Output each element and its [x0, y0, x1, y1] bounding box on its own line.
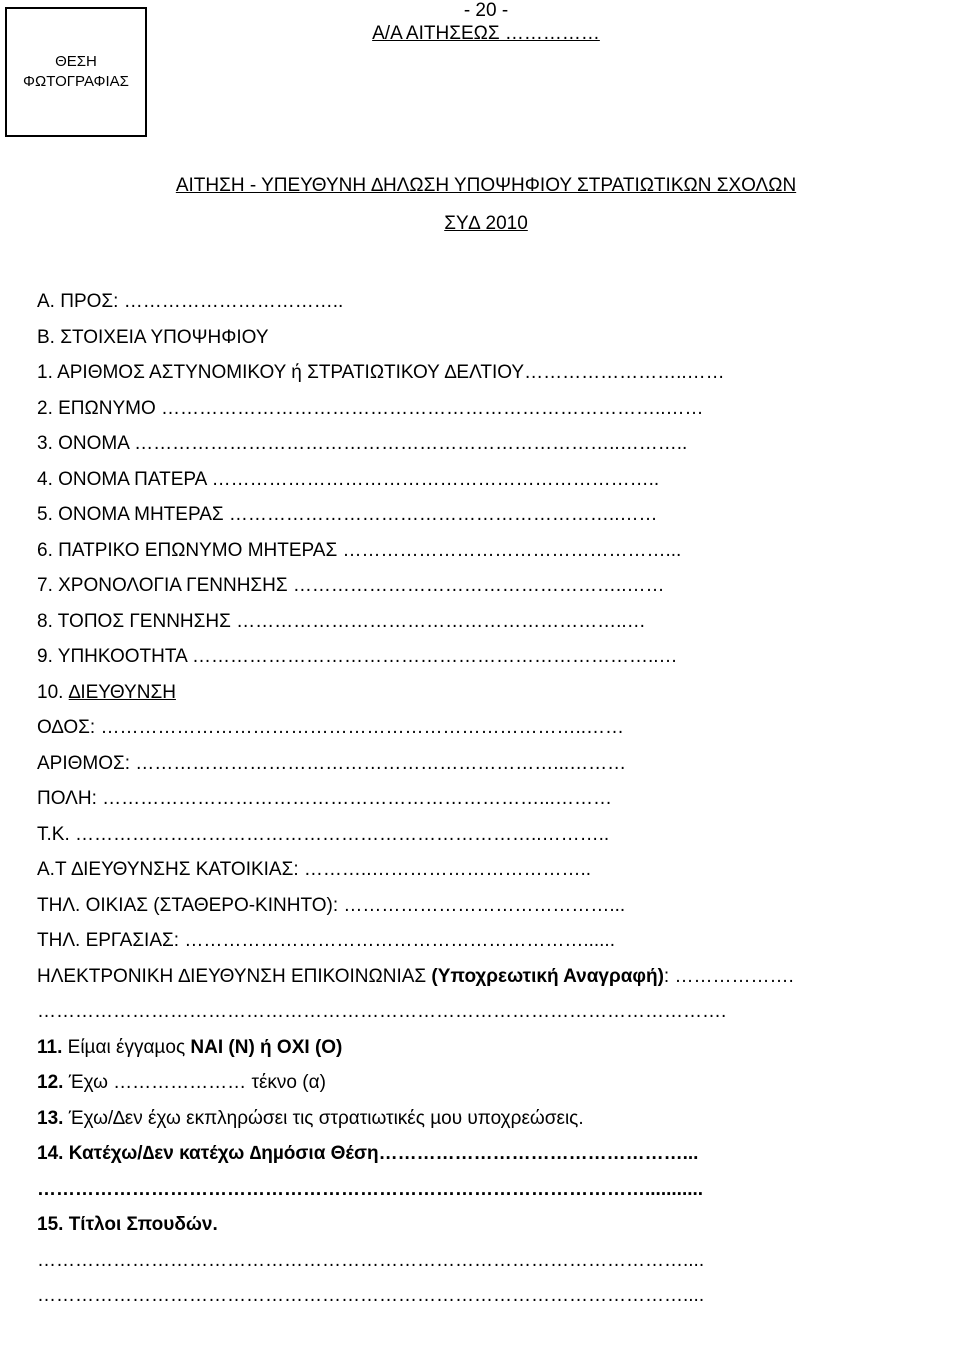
field-id-card-number[interactable]: 1. ΑΡΙΘΜΟΣ ΑΣΤΥΝΟΜΙΚΟΥ ή ΣΤΡΑΤΙΩΤΙΚΟΥ ∆ΕΛΤΙΟΥ……………………..…… [37, 362, 725, 383]
field-name[interactable]: 3. ΟΝΟΜΑ …………………………………………………………………..……….. [37, 433, 688, 454]
address-heading-label: ∆ΙΕΥΘΥΝΣΗ [68, 681, 176, 703]
application-number: Α/Α ΑΙΤΗΣΕΩΣ …………… [372, 23, 600, 44]
married-options: ΝΑΙ (Ν) ή ΟΧΙ (Ο) [190, 1036, 343, 1058]
field-father-name[interactable]: 4. ΟΝΟΜΑ ΠΑΤΕΡΑ …………………………………………………………….. [37, 468, 660, 490]
military-number: 13. [37, 1107, 64, 1129]
application-form [37, 284, 957, 1314]
field-surname[interactable]: 2. ΕΠΩΝΥΜΟ ……………………………………………………………………..…… [37, 397, 704, 419]
field-postal-code[interactable]: Τ.Κ. ………………………………………………………………..……….. [37, 823, 610, 845]
document-title: ΑΙΤΗΣΗ - ΥΠΕΥΘΥΝΗ ∆ΗΛΩΣΗ ΥΠΟΨΗΦΙΟΥ ΣΤΡΑΤΙΩΤΙΚΩΝ ΣΧΟΛΩΝ [175, 175, 797, 196]
field-birth-date[interactable]: 7. ΧΡΟΝΟΛΟΓΙΑ ΓΕΝΝΗΣΗΣ ……………………………………………..…… [37, 575, 665, 596]
field-home-phone[interactable]: ΤΗΛ. ΟΙΚΙΑΣ (ΣΤΑΘΕΡΟ-ΚΙΝΗΤΟ): ……………………………………... [37, 894, 626, 916]
field-email[interactable] [37, 959, 957, 995]
field-citizenship[interactable]: 9. ΥΠΗΚΟΟΤΗΤΑ ………………………………………………………………..… [37, 646, 678, 667]
field-education-continuation-2[interactable]: ………………………………………………………………………………………….... [37, 1285, 705, 1306]
address-heading-number: 10. [37, 681, 69, 703]
field-education-continuation-1[interactable]: ………………………………………………………………………………………….... [37, 1249, 705, 1271]
page-number: - 20 - [463, 0, 509, 21]
field-street-number[interactable]: ΑΡΙΘΜΟΣ: …………………………………………………………...……… [37, 752, 627, 774]
children-text: Έχω ………………… τέκνο (α) [63, 1072, 326, 1093]
email-label: ΗΛΕΚΤΡΟΝΙΚΗ ∆ΙΕΥΘΥΝΣΗ ΕΠΙΚΟΙΝΩΝΙΑΣ [37, 965, 432, 987]
field-to[interactable]: Α. ΠΡΟΣ: …………………………….. [37, 291, 344, 312]
field-public-position[interactable]: 14. Κατέχω/∆εν κατέχω ∆ηµόσια Θέση…………………………………………... [37, 1143, 699, 1164]
field-public-position-continuation[interactable]: ……………………………………………………………………………………........... [37, 1178, 704, 1200]
field-email-continuation[interactable]: ………………………………………………………………………………………………. [37, 1001, 727, 1022]
document-subtitle: ΣΥ∆ 2010 [444, 213, 528, 234]
field-military-service[interactable] [37, 1101, 957, 1137]
field-birth-place[interactable]: 8. ΤΟΠΟΣ ΓΕΝΝΗΣΗΣ ……………………………………………………..… [37, 610, 646, 632]
email-dots: : ………………. [663, 965, 794, 987]
field-police-station[interactable]: Α.Τ ∆ΙΕΥΘΥΝΣΗΣ ΚΑΤΟΙΚΙΑΣ: ………..…………………………….. [37, 859, 592, 880]
children-number: 12. [37, 1072, 64, 1093]
military-text: Έχω/∆εν έχω εκπληρώσει τις στρατιωτικές µου υποχρεώσεις. [63, 1107, 584, 1129]
field-education-titles: 15. Τίτλοι Σπουδών. [37, 1214, 218, 1235]
married-number: 11. [37, 1036, 63, 1058]
married-text: Είµαι έγγαµος [62, 1036, 191, 1058]
candidate-section-heading: Β. ΣΤΟΙΧΕΙΑ ΥΠΟΨΗΦΙΟΥ [37, 326, 269, 348]
field-street[interactable]: Ο∆ΟΣ: …………………………………………………………………..…… [37, 717, 625, 738]
address-heading [37, 675, 957, 711]
photo-box-label-line1: ΘΕΣΗ [55, 53, 97, 70]
email-mandatory-note: (Υποχρεωτική Αναγραφή) [431, 965, 664, 987]
field-work-phone[interactable]: ΤΗΛ. ΕΡΓΑΣΙΑΣ: ………………………………………………………...... [37, 930, 615, 951]
field-city[interactable]: ΠΟΛΗ: ……………………………………………………………...……… [37, 788, 612, 809]
field-married[interactable] [37, 1030, 957, 1066]
field-children[interactable] [37, 1065, 957, 1101]
field-mother-maiden-name[interactable]: 6. ΠΑΤΡΙΚΟ ΕΠΩΝΥΜΟ ΜΗΤΕΡΑΣ ……………………………………………... [37, 539, 682, 561]
field-mother-name[interactable]: 5. ΟΝΟΜΑ ΜΗΤΕΡΑΣ ……………………………………………………..…… [37, 504, 658, 525]
photo-box-label-line2: ΦΩΤΟΓΡΑΦΙΑΣ [23, 73, 129, 90]
